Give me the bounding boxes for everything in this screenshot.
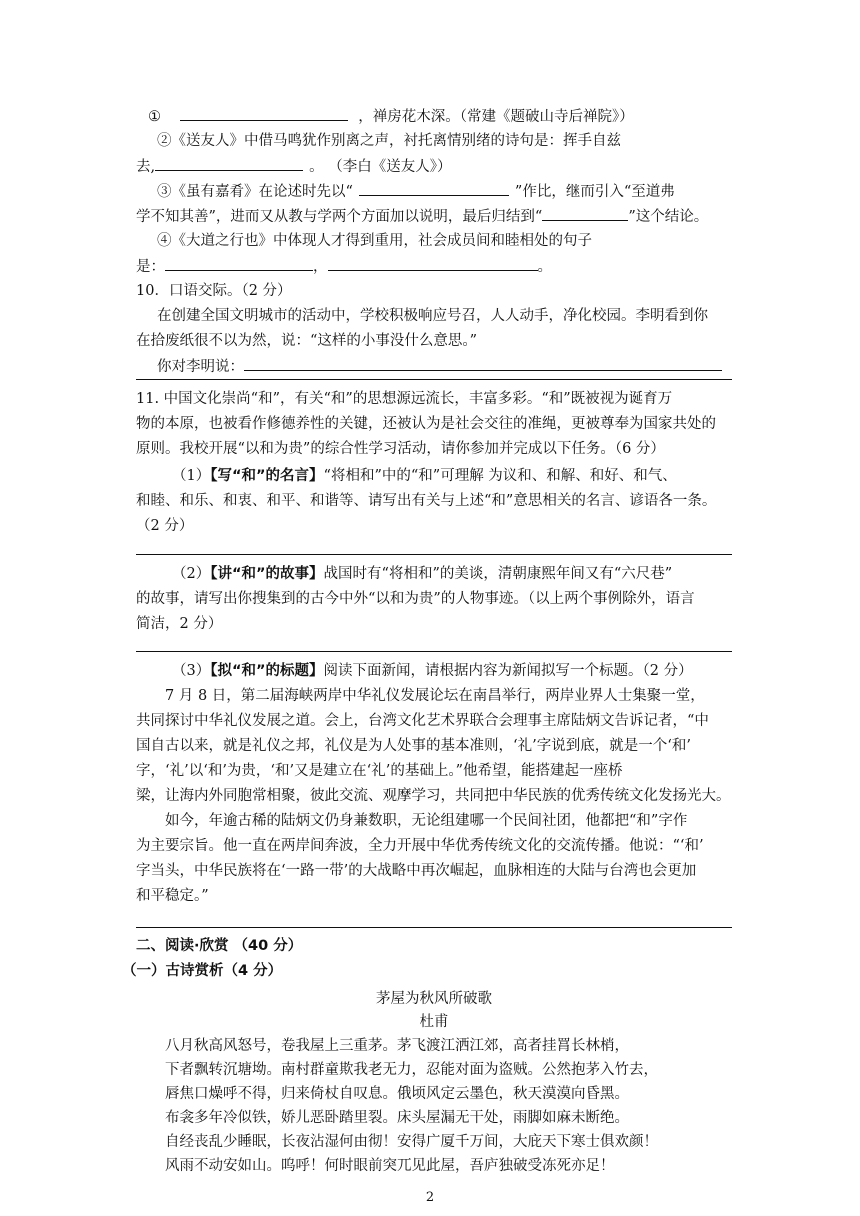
q11-task2-number: （2） — [172, 566, 211, 582]
q11-task3-text: 阅读下面新闻，请根据内容为新闻拟写一个标题。（2 分） — [323, 663, 693, 679]
q9-item1 — [148, 106, 744, 127]
q9-item2-line1: ②《送友人》中借马鸣犹作别离之声，衬托离情别绪的诗句是：挥手自兹 — [157, 133, 621, 149]
q9-item4-mid: ， — [313, 259, 328, 275]
q9-item3-blank2[interactable] — [542, 206, 628, 221]
news-line: 和平稳定。” — [136, 888, 209, 904]
news-line: 7 月 8 日，第二届海峡两岸中华礼仪发展论坛在南昌举行，两岸业界人士集聚一堂， — [165, 688, 705, 704]
q11-task2-line3: 简洁，2 分） — [136, 616, 223, 632]
q10-answer-line2[interactable] — [136, 379, 732, 380]
q9-item4-line2 — [136, 256, 732, 277]
q9-item3-text-c: 学不知其善”，进而又从教与学两个方面加以说明，最后归结到“ — [136, 209, 543, 225]
q11-intro-line1: 11. 中国文化崇尚“和”，有关“和”的思想源远流长，丰富多彩。“和”既被视为诞育万 — [136, 391, 673, 407]
q9-item3-line1 — [157, 181, 753, 202]
q10-heading: 10．口语交际。（2 分） — [136, 283, 292, 299]
q11-task1-line2: 和睦、和乐、和衷、和平、和谐等、请写出有关与上述“和”意思相关的名言、谚语各一条。 — [136, 493, 717, 509]
news-line: 共同探讨中华礼仪发展之道。会上，台湾文化艺术界联合会理事主席陆炳文告诉记者，“中 — [136, 713, 709, 729]
poem-line: 八月秋高风怒号，卷我屋上三重茅。茅飞渡江洒江郊，高者挂罥长林梢， — [165, 1038, 629, 1054]
q11-task1-title: 【写“和”的名言】 — [210, 468, 324, 484]
q9-item1-text: ，禅房花木深。（常建《题破山寺后禅院》） — [358, 109, 634, 125]
q11-task1-answer-line[interactable] — [136, 554, 732, 555]
q9-item1-number: ① — [148, 109, 161, 125]
q11-intro-line3: 原则。我校开展“以和为贵”的综合性学习活动，请你参加并完成以下任务。（6 分） — [136, 441, 665, 457]
q11-task2-line2: 的故事，请写出你搜集到的古今中外“以和为贵”的人物事迹。（以上两个事例除外，语言 — [136, 591, 695, 607]
q11-task3-title: 【拟“和”的标题】 — [210, 663, 324, 679]
q9-item3-text-d: ”这个结论。 — [628, 209, 709, 225]
q9-item1-blank[interactable] — [180, 106, 348, 121]
q9-item2-end: 。 （李白《送友人》） — [309, 159, 452, 175]
news-line: 国自古以来，就是礼仪之邦，礼仪是为人处事的基本准则，‘礼’字说到底，就是一个‘和’ — [136, 738, 691, 754]
q9-item3-blank1[interactable] — [359, 181, 509, 196]
news-line: 梁，让海内外同胞常相聚，彼此交流、观摩学习，共同把中华民族的优秀传统文化发扬光大。 — [136, 788, 731, 804]
q9-item4-blank2[interactable] — [328, 256, 538, 271]
q10-para-line1: 在创建全国文明城市的活动中，学校积极响应号召，人人动手，净化校园。李明看到你 — [157, 308, 708, 324]
q9-item4-line1: ④《大道之行也》中体现人才得到重用，社会成员间和睦相处的句子 — [157, 233, 592, 249]
q11-task2-line1 — [172, 564, 768, 584]
section2-subheading: （一）古诗赏析（4 分） — [122, 963, 283, 979]
q11-task1-line3: （2 分） — [136, 518, 194, 534]
q9-item3-text-b: ”作比，继而引入“至道弗 — [514, 184, 675, 200]
q11-task3-number: （3） — [172, 663, 211, 679]
q11-task2-title: 【讲“和”的故事】 — [210, 566, 324, 582]
poem-author: 杜甫 — [419, 1014, 449, 1030]
poem-title: 茅屋为秋风所破歌 — [376, 991, 492, 1007]
q11-task3-line1 — [172, 661, 768, 681]
q11-task1-line1 — [172, 466, 768, 486]
q11-task3-answer-line[interactable] — [136, 927, 732, 928]
section2-heading: 二、阅读·欣赏 （40 分） — [136, 938, 303, 954]
news-line: 为主要宗旨。他一直在两岸间奔波，全力开展中华优秀传统文化的交流传播。他说：“‘和’ — [136, 838, 704, 854]
q11-task1-text: “将相和”中的“和”可理解 为议和、和解、和好、和气、 — [323, 468, 677, 484]
q9-item2-blank[interactable] — [155, 156, 303, 171]
q11-task1-number: （1） — [172, 468, 211, 484]
news-line: 字，‘礼’以‘和’为贵，‘和’又是建立在‘礼’的基础上。”他希望，能搭建起一座桥 — [136, 763, 623, 779]
q11-task2-answer-line[interactable] — [136, 651, 732, 652]
q9-item4-blank1[interactable] — [165, 256, 313, 271]
poem-line: 下者飘转沉塘坳。南村群童欺我老无力，忍能对面为盗贼。公然抱茅入竹去， — [165, 1062, 658, 1078]
q10-para-line2: 在拾废纸很不以为然，说：“这样的小事没什么意思。” — [136, 333, 478, 349]
q9-item2-line2 — [136, 156, 732, 177]
q9-item4-start: 是： — [136, 259, 165, 275]
q9-item2-start: 去, — [136, 159, 156, 175]
q11-task2-text: 战国时有“将相和”的美谈，清朝康熙年间又有“六尺巷” — [323, 566, 673, 582]
q9-item3-text-a: ③《虽有嘉肴》在论述时先以“ — [157, 184, 353, 200]
poem-line: 风雨不动安如山。呜呼！何时眼前突兀见此屋，吾庐独破受冻死亦足！ — [165, 1158, 615, 1174]
page-number: 2 — [425, 1190, 435, 1205]
news-line: 字当头，中华民族将在‘一路一带’的大战略中再次崛起，血脉相连的大陆与台湾也会更加 — [136, 863, 697, 879]
q11-intro-line2: 物的本原，也被看作修德养性的关键，还被认为是社会交往的准绳，更被尊奉为国家共处的 — [136, 416, 716, 432]
news-line: 如今，年逾古稀的陆炳文仍身兼数职，无论组建哪一个民间社团，他都把“和”字作 — [165, 813, 688, 829]
q10-answer-prompt: 你对李明说： — [157, 359, 244, 375]
poem-line: 自经丧乱少睡眠，长夜沾湿何由彻！安得广厦千万间，大庇天下寒士俱欢颜！ — [165, 1134, 658, 1150]
poem-line: 唇焦口燥呼不得，归来倚杖自叹息。俄顷风定云墨色，秋天漠漠向昏黑。 — [165, 1086, 629, 1102]
q10-answer — [157, 356, 732, 377]
q9-item3-line2 — [136, 206, 732, 227]
poem-line: 布衾多年冷似铁，娇儿恶卧踏里裂。床头屋漏无干处，雨脚如麻未断绝。 — [165, 1110, 629, 1126]
q10-answer-blank[interactable] — [244, 356, 722, 371]
q9-item4-end: 。 — [537, 259, 552, 275]
